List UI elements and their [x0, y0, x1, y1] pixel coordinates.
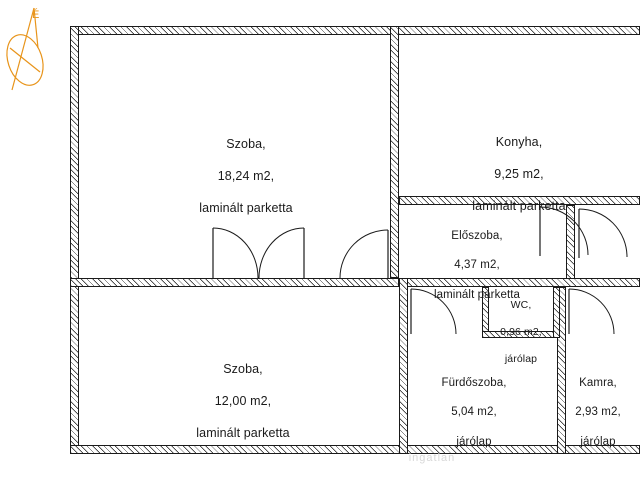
room-area: 5,04 m2,: [451, 406, 497, 419]
room-name: Fürdőszoba,: [441, 376, 507, 389]
room-label-furdoszoba: [404, 361, 544, 464]
room-floor: laminált parketta: [433, 288, 521, 301]
room-area: 2,93 m2,: [575, 406, 621, 419]
room-area: 12,00 m2,: [214, 394, 272, 408]
room-label-kamra: [558, 361, 638, 464]
room-floor: járólap: [580, 435, 616, 448]
room-floor: laminált parketta: [199, 201, 293, 215]
watermark: ingatlan: [408, 452, 456, 464]
door-kamra: [568, 288, 616, 336]
room-area: 4,37 m2,: [454, 259, 500, 272]
room-name: Kamra,: [579, 376, 617, 389]
room-label-szoba-1200: [153, 345, 333, 457]
wall-exterior-top: [70, 26, 640, 35]
room-name: Konyha,: [495, 135, 543, 149]
room-name: WC,: [510, 299, 532, 312]
wall-exterior-left: [70, 26, 79, 454]
room-floor: járólap: [456, 435, 492, 448]
compass-icon: [4, 4, 58, 96]
room-label-szoba-1824: [156, 120, 336, 232]
compass-north-label: É: [32, 9, 40, 21]
door-hall-left: [338, 228, 390, 280]
room-name: Szoba,: [226, 137, 266, 151]
room-area: 18,24 m2,: [217, 169, 275, 183]
room-area: 9,25 m2,: [494, 167, 544, 181]
room-name: Szoba,: [223, 362, 263, 376]
room-floor: laminált parketta: [472, 199, 566, 213]
room-floor: járólap: [504, 353, 538, 366]
door-szoba-1824-double: [211, 228, 306, 280]
room-area: 0,96 m2,: [500, 326, 542, 339]
room-floor: laminált parketta: [196, 426, 290, 440]
room-name: Előszoba,: [451, 229, 503, 242]
